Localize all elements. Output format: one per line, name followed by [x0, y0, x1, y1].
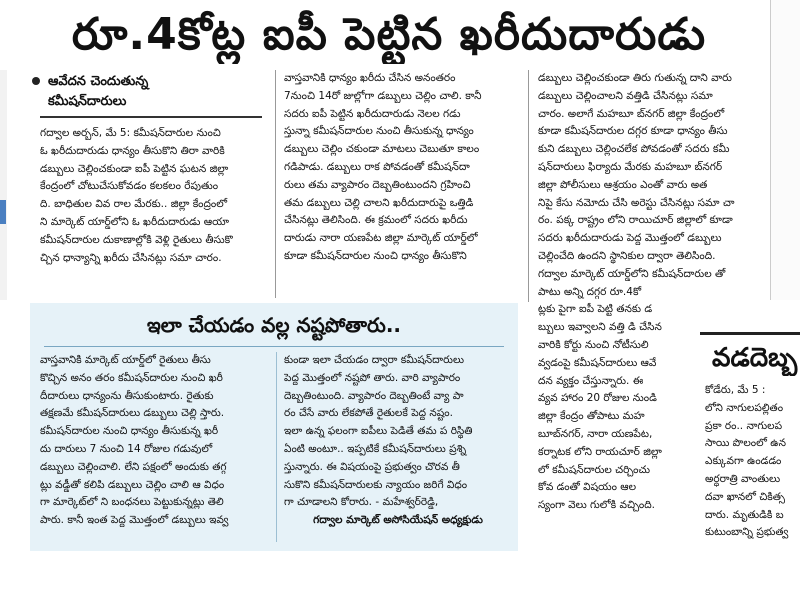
article-text-line: ట్లకు పైగా ఐపీ పెట్టి తనకు డ — [538, 303, 653, 316]
headline: రూ.4కోట్ల ఐపీ పెట్టిన ఖరీదుదారుడు — [71, 9, 707, 60]
article-text-line: వాస్తవానికి ధాన్యం ఖరీదు చేసిన అనంతరం — [284, 72, 456, 84]
article-text-line: లో కమీషన్‌దారుల చర్చించు — [538, 463, 651, 476]
article-text-line: కూడా కమీషన్‌దారుల దగ్గర కూడా ధాన్యం తీసు — [538, 125, 728, 138]
article-text-line: రులు తమ వ్యాపారం దెబ్బతింటుందని గ్రహించి — [284, 178, 471, 191]
article-text-line: డబ్బులు చెల్లించకుండా తిరు గుతున్న దాని వారు — [538, 72, 732, 84]
highlight-text-line: పెద్ద మొత్తంలో నష్టపో తారు. వారి వ్యాపారం — [284, 371, 461, 384]
adjacent-article-text — [705, 382, 800, 604]
adjacent-text-line: ఎక్కువగా ఉండడం — [705, 455, 782, 468]
highlight-text-line: దెబ్బతింటుంది. వ్యాపారం దెబ్బతింటే వ్యా పా — [284, 389, 464, 402]
article-text-line: ఓ ఖరీదుదారుడు ధాన్యం తీసుకొని తిరా వారికి — [40, 144, 225, 157]
article-text-line: డబ్బులు చెల్లిం చకుండా మాటలు చెబుతూ కాలం — [284, 143, 480, 156]
highlight-text-line: గా చూడాలని కోరారు. - మహేశ్వర్‌రెడ్డి, — [284, 496, 439, 509]
article-text-line: నిపై కేసు నమోదు చేసి అరెస్టు చేసినట్లు సమా చా — [538, 196, 735, 209]
adjacent-text-line: దారు. మృతుడికి బ — [705, 508, 784, 521]
adjacent-text-line: అర్ధరాత్రి వాంతులు — [705, 472, 781, 485]
article-text-line: దారుడు నారా యణపేట జిల్లా మార్కెట్ యార్డ్‌లో — [284, 232, 478, 245]
column-divider — [276, 352, 277, 542]
highlight-text-line: డబ్బులు చెల్లించాలి. లేని పక్షంలో అందుకు తగ్గ — [40, 460, 227, 473]
adjacent-page-edge-right — [770, 0, 800, 300]
article-column-2 — [284, 70, 519, 300]
column-divider — [528, 70, 529, 302]
article-text-line: దన వ్యక్తం చేస్తున్నారు. ఈ — [538, 374, 644, 387]
article-text-line: కుని డబ్బులు చెల్లించలేక పోవడంతో సదరు కమీ — [538, 143, 730, 156]
bullet-icon — [32, 77, 40, 85]
highlight-text-line: పారు. కానీ ఇంత పెద్ద మొత్తంలో డబ్బులు ఇవ్వ — [40, 514, 229, 527]
article-text-line: స్తున్నా కమీషన్‌దారుల నుంచి తీసుకున్న ధాన్యం — [284, 125, 474, 138]
adjacent-text-line: దవా ఖానలో చికిత్స — [705, 490, 785, 503]
article-text-line: బ్బులు ఇవ్వాలని వత్తి డి చేసిన — [538, 321, 662, 334]
highlight-text-line: కొచ్చిన అనం తరం కమీషన్‌దారుల నుంచి ఖరీ — [40, 371, 223, 384]
article-text-line: చేసినట్లు తెలిసింది. ఈ క్రమంలో సదరు ఖరీదు — [284, 214, 468, 227]
article-text-line: సదరు ఖరీదుదారుడు పెద్ద మొత్తంలో డబ్బులు — [538, 232, 722, 245]
article-text-line: పాటు అన్ని దగ్గర రూ.4కో — [538, 285, 642, 298]
highlight-text-line: ఏంటి అంటూ.. ఇప్పటికే కమీషన్‌దారులు ప్రశ్ని — [284, 442, 467, 455]
article-text-line: షన్‌దారులు ఫిర్యాదు మేరకు మహబూ బ్‌నగర్ — [538, 160, 723, 173]
article-text-line: స్యంగా వెలు గులోకి వచ్చింది. — [538, 499, 655, 512]
highlight-box-divider — [44, 346, 504, 347]
article-text-line: కేంద్రంలో చోటుచేసుకోవడం కలకలం రేపుతుం — [40, 180, 219, 193]
article-text-line: గద్వాల అర్బన్, మే 5: కమీషన్‌దారుల నుంచి — [40, 127, 221, 139]
subheading-line-2: కమీషన్‌దారులు — [48, 94, 127, 109]
article-text-line: జిల్లా కేంద్రం తోపాటు మహ — [538, 410, 645, 423]
article-text-line: డబ్బులు చెల్లించాలని వత్తిడి చేసినట్లు సమా — [538, 89, 713, 102]
article-text-line: కర్నాటక లోని రాయచూర్ జిల్లా — [538, 445, 662, 458]
highlight-text-line: వాస్తవానికి మార్కెట్ యార్డ్‌లో రైతులు తీసు — [40, 354, 211, 366]
article-text-line: కూడా కమీషన్‌దారుల నుంచి ధాన్యం తీసుకొని — [284, 249, 467, 262]
subheading-line-1: ఆవేదన చెందుతున్న — [48, 74, 149, 89]
article-text-line: రం. పక్క రాష్ట్రం లోని రాయిచూర్ జిల్లాలో కూడా — [538, 214, 733, 227]
highlight-text-line: స్తున్నారు. ఈ విషయంపై ప్రభుత్వం చొరవ తీ — [284, 460, 460, 473]
subheading-underline — [40, 116, 262, 118]
article-text-line: గడిపాడు. డబ్బులు రాక పోవడంతో కమీషన్‌దా — [284, 160, 470, 173]
article-text-line: చారం. అలాగే మహబూ బ్‌నగర్ జిల్లా కేంద్రంలో — [538, 107, 725, 120]
highlight-box-column-left — [40, 352, 268, 547]
highlight-text-line: రం చేసే వారు లేకపోతే రైతులకే పెద్ద నష్టం. — [284, 407, 453, 420]
article-text-line: ని మార్కెట్ యార్డ్‌లోని ఓ ఖరీదుదారుడు ఆయా — [40, 215, 230, 228]
adjacent-text-line: కోడేరు, మే 5 : — [705, 384, 766, 396]
highlight-box-column-right — [284, 352, 512, 552]
article-text-line: ది. బాధితుల వివ రాల మేరకు.. జిల్లా కేంద్రంలో — [40, 198, 228, 211]
highlight-text-line: ట్లు వడ్డీతో కలిపి డబ్బులు చెల్లిం చాలి ఆ విధం — [40, 478, 225, 491]
adjacent-text-line: లోని నాగులపల్లితం — [705, 401, 784, 414]
adjacent-text-line: ప్రకా రం.. నాగులప — [705, 419, 783, 432]
article-text-line: కోవ డంతో విషయం ఆల — [538, 481, 637, 494]
column-divider — [275, 70, 276, 298]
highlight-text-line: దీదారులు ధాన్యంను తీసుకుంటారు. రైతుకు — [40, 389, 214, 402]
article-text-line: డబ్బులు చెల్లించకుండా ఐపీ పెట్టిన ఘటన జిల్లా — [40, 162, 229, 175]
adjacent-text-line: కుటుంబాన్ని ప్రభుత్వ — [705, 526, 789, 539]
highlight-text-line: కుండా ఇలా చేయడం ద్వారా కమీషన్‌దారులు — [284, 354, 465, 366]
highlight-text-line: కమీషన్‌దారుల నుంచి ధాన్యం తీసుకున్న ఖరీ — [40, 425, 219, 438]
article-text-line: తమ డబ్బులు చెల్లి చాలని ఖరీదుదారుపై ఒత్తిడి — [284, 196, 474, 209]
highlight-box-heading: ఇలా చేయడం వల్ల నష్టపోతారు.. — [146, 313, 402, 337]
article-text-line: వారికి కోర్టు నుంచి నోటీసులి — [538, 338, 649, 351]
adjacent-article-headline: వడదెబ్బ — [712, 343, 798, 373]
article-text-line: గద్వాల మార్కెట్ యార్డ్‌లోని కమీషన్‌దారుల తో — [538, 267, 726, 280]
article-text-line: చ్చిన ధాన్యాన్ని ఖరీదు చేసినట్లు సమా చారం. — [40, 251, 222, 264]
article-text-line: జిల్లా పోలీసులు ఆశ్రయం ఎంతో వారు అత — [538, 178, 708, 191]
highlight-text-line: గా మార్కెట్‌లో ని బంధనలు పెట్టుకున్నట్లు తెలి — [40, 496, 224, 509]
adjacent-page-marker — [0, 200, 6, 224]
article-text-line: సదరు ఐపీ పెట్టిన ఖరీదుదారుడు నెలల గడు — [284, 107, 461, 120]
article-text-line: కమీషన్‌దారుల దుకాణాల్లోకి వెళ్లి రైతులు తీసుకొ — [40, 233, 233, 246]
highlight-text-line: తక్షణమే కమీషన్‌దారులు డబ్బులు చెల్లి స్తారు. — [40, 407, 225, 420]
article-text-line: బూబ్‌నగర్, నారా యణపేట, — [538, 427, 653, 440]
highlight-text-line: సుకొని కమీషన్‌దారులకు న్యాయం జరిగే విధం — [284, 478, 468, 491]
quote-attribution: గద్వాల మార్కెట్ అసోసియేషన్ అధ్యక్షుడు — [313, 514, 483, 527]
article-text-line: 7నుంచి 14రో జుల్లోగా డబ్బులు చెల్లిం చాలి. కానీ — [284, 89, 482, 102]
article-column-1 — [40, 125, 268, 303]
highlight-text-line: ఇలా ఉన్న ఫలంగా ఐపీలు పెడితే తమ ప రిస్థితి — [284, 425, 473, 438]
subheading — [48, 72, 268, 112]
article-text-line: చెల్లించేది ఉందని స్థానికుల ద్వారా తెలిసింది. — [538, 249, 716, 262]
adjacent-page-edge-left — [0, 70, 7, 300]
article-text-line: వ్వడంపై కమీషన్‌దారులు ఆవే — [538, 356, 657, 369]
highlight-text-line: దు దారులు 7 నుంచి 14 రోజుల గడువులో — [40, 442, 213, 455]
article-text-line: వ్యవ హారం 20 రోజుల నుండి — [538, 392, 657, 405]
adjacent-text-line: సాయి పొలంలో ఉన — [705, 437, 787, 450]
